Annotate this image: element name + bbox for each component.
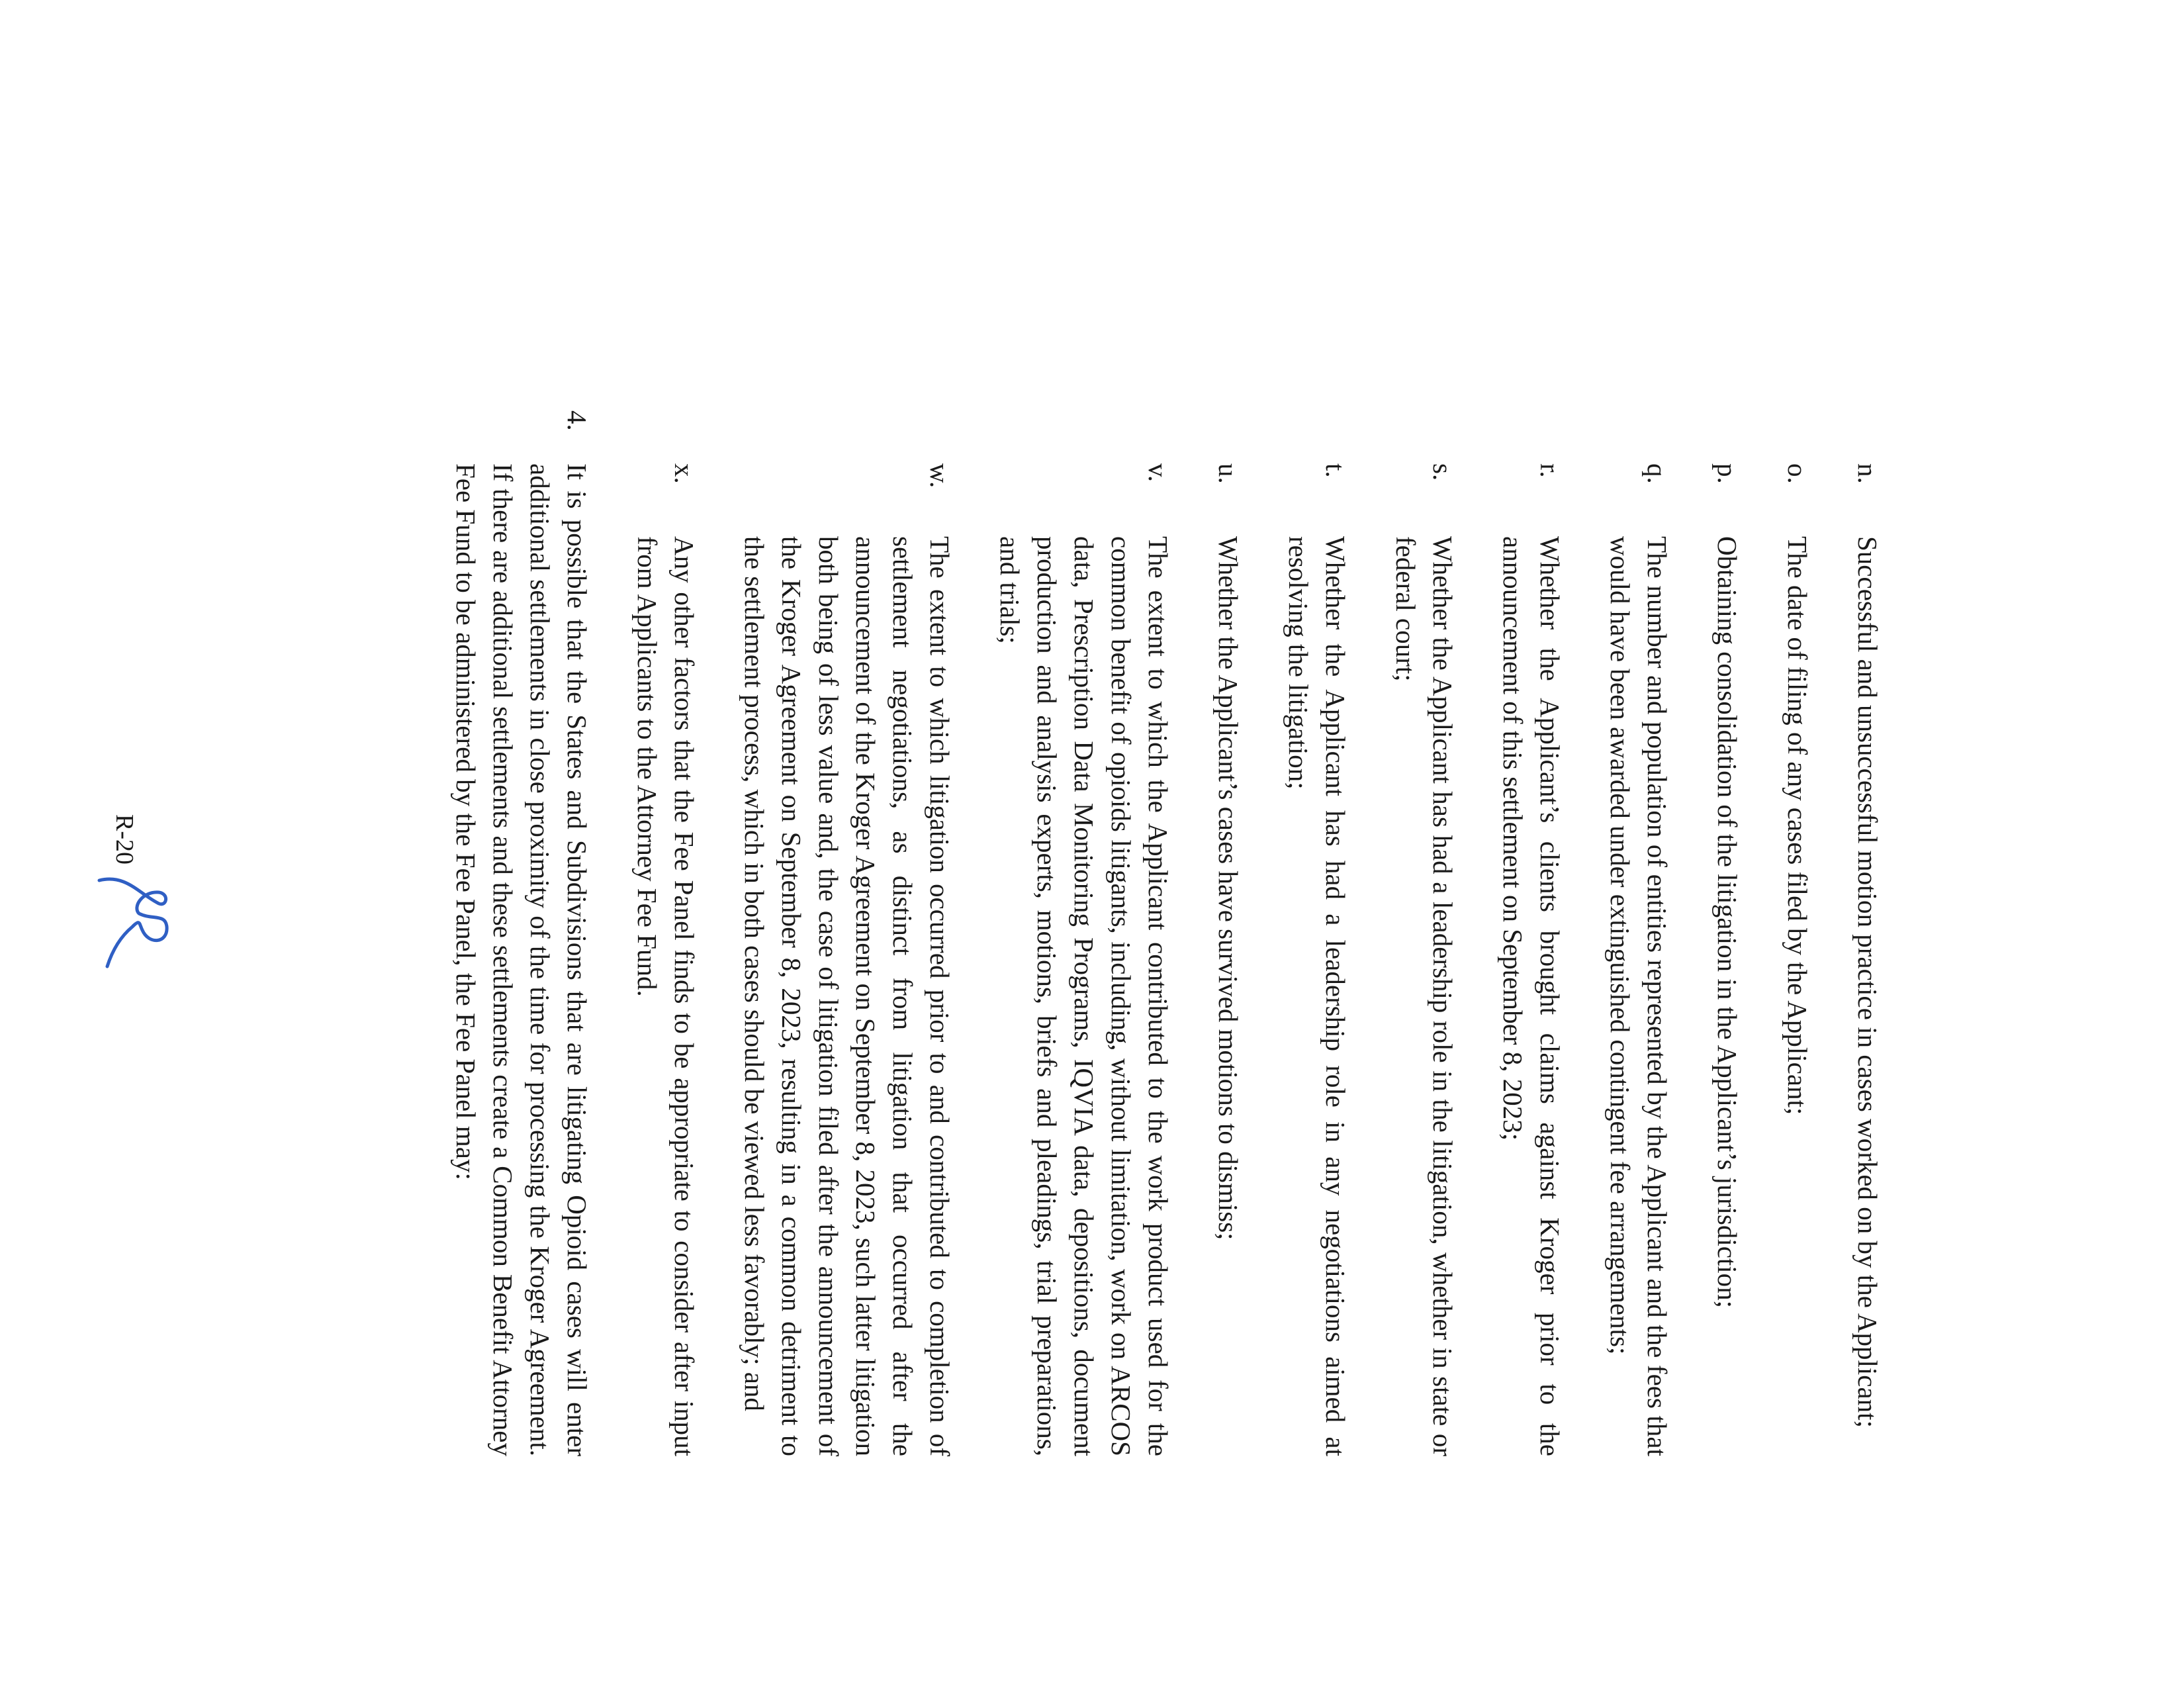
item-text: Whether the Applicant has had a leadership role in the litigation, whether in state or federal court; (1390, 536, 1458, 1456)
item-text: The date of filing of any cases filed by the Applicant; (1782, 536, 1813, 1115)
item-label: n. (1852, 463, 1883, 484)
list-item-r (1494, 463, 1569, 1456)
item-text: Whether the Applicant has had a leadership role in any negotiations aimed at resolving the litigation; (1283, 536, 1351, 1456)
list-item-o (1779, 463, 1816, 1456)
list-item-q (1602, 463, 1676, 1456)
page-number: R-20 (111, 814, 138, 865)
item-label: p. (1712, 463, 1743, 484)
paragraph-text: It is possible that the States and Subdivisions that are litigating Opioid cases will enter additional settlements in close proximity of the time for processing the Kroger Agreement. If there are additional settlements and these settlements create a Common Benefit Attorney Fee Fund to be administered by the Fee Panel, the Fee Panel may: (451, 463, 592, 1456)
item-label: q. (1642, 463, 1672, 484)
list-item-w (736, 463, 958, 1456)
numbered-paragraph-4 (447, 410, 596, 1456)
list-item-s (1387, 463, 1461, 1456)
list-item-x (629, 463, 703, 1456)
item-label: v. (1143, 463, 1173, 483)
item-text: Obtaining consolidation of the litigation in the Applicant’s jurisdiction; (1712, 536, 1743, 1309)
list-item-u (1210, 463, 1247, 1456)
item-label: s. (1428, 463, 1458, 481)
item-label: u. (1213, 463, 1244, 484)
list-item-n (1849, 463, 1886, 1456)
list-item-v (991, 463, 1177, 1456)
list-item-p (1709, 463, 1746, 1456)
item-text: Whether the Applicant’s cases have survived motions to dismiss; (1213, 536, 1244, 1241)
item-label: x. (669, 463, 700, 484)
paragraph-number: 4. (562, 410, 592, 431)
item-text: The number and population of entities represented by the Applicant and the fees that would have been awarded under extinguished contingent fee arrangements; (1605, 536, 1672, 1456)
item-text: Successful and unsuccessful motion practice in cases worked on by the Applicant; (1852, 536, 1883, 1428)
item-text: The extent to which the Applicant contributed to the work product used for the common benefit of opioids litigants, including, without limitation, work on ARCOS data, Prescription Data Monitoring Programs, IQVIA data, depositions, document production and analysis experts, motions, briefs and pleadings, trial preparations, and trials; (995, 536, 1173, 1456)
item-label: t. (1320, 463, 1351, 478)
item-text: Whether the Applicant’s clients brought claims against Kroger prior to the announcement of this settlement on September 8, 2023; (1498, 536, 1565, 1456)
item-label: w. (925, 463, 955, 489)
item-text: Any other factors that the Fee Panel finds to be appropriate to consider after input from Applicants to the Attorney Fee Fund. (632, 536, 700, 1456)
list-item-t (1280, 463, 1354, 1456)
item-label: o. (1782, 463, 1813, 484)
item-label: r. (1535, 463, 1565, 478)
item-text: The extent to which litigation occurred prior to and contributed to completion of settlement negotiations, as distinct from litigation that occurred after the announcement of the Kroger Agreement on September 8, 2023, such latter litigation both being of less value and, the case of litigation filed after the announcement of the Kroger Agreement on September 8, 2023, resulting in a common detriment to the settlement process, which in both cases should be viewed less favorably; and (739, 536, 955, 1456)
factor-list (414, 410, 1886, 1456)
handwritten-initials (86, 867, 179, 973)
